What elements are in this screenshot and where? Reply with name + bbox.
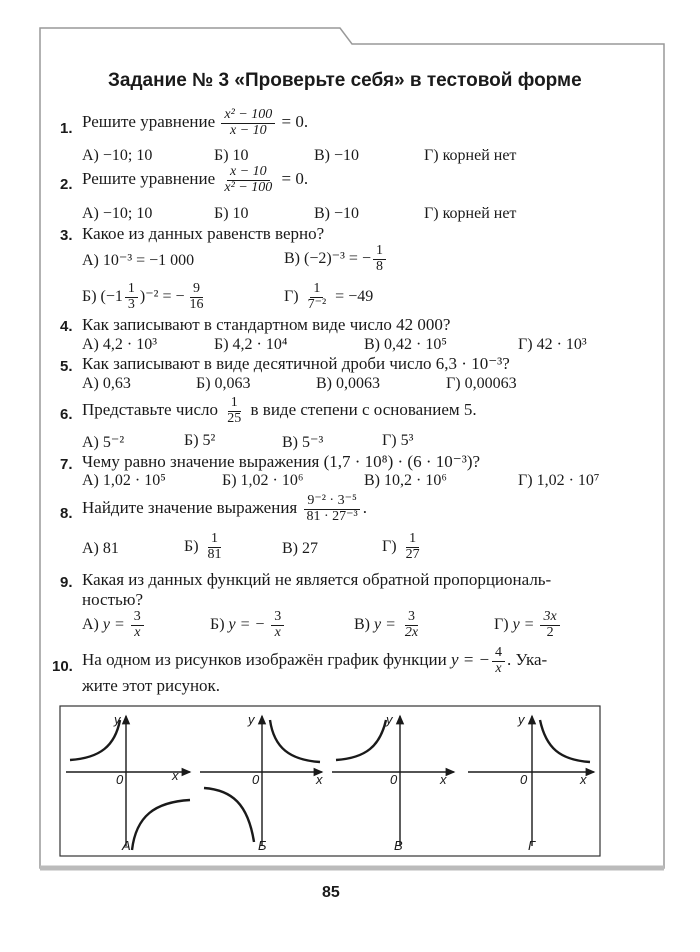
q4-option-a: А) 4,2 · 10³ [82,336,158,353]
q2-option-b: Б) 10 [214,205,249,222]
q5-option-v: В) 0,0063 [316,375,380,392]
q7-option-b: Б) 1,02 · 10⁶ [222,472,304,489]
q3-number: 3. [60,227,73,244]
q3-option-b: Б) (−1 $\frac{1}{3}$ )⁻² = − $\frac{9}{16}$ [82,281,204,312]
q2-option-a: А) −10; 10 [82,205,153,222]
q9-option-b: Б) y = − $\frac{3}{x}$ [210,610,286,640]
q2-number: 2. [60,176,73,193]
q5-number: 5. [60,358,73,375]
q10-number: 10. [52,658,73,675]
q3-text: Какое из данных равенств верно? [82,224,325,243]
graph-g-origin: 0 [520,772,528,787]
q7-text: Чему равно значение выражения (1,7 · 10⁸) · (6 · 10⁻³)? [82,452,481,471]
q1-option-b: Б) 10 [214,147,249,164]
q6-number: 6. [60,406,73,423]
q2-option-g: Г) корней нет [424,205,517,222]
q2-option-v: В) −10 [314,205,360,222]
q5-option-a: А) 0,63 [82,375,131,392]
graph-b-origin: 0 [252,772,260,787]
graph-g-x-label: x [580,772,587,787]
q5-option-g: Г) 0,00063 [446,375,517,392]
graph-a-x-label: x [172,768,179,783]
page-title: Задание № 3 «Проверьте себя» в тестовой форме [108,70,582,91]
graph-a-origin: 0 [116,772,124,787]
graph-v-origin: 0 [390,772,398,787]
q1-option-g: Г) корней нет [424,147,517,164]
graph-v-caption: В [394,838,403,853]
graph-b-caption: Б [258,838,267,853]
page-number: 85 [322,884,340,901]
q1-option-v: В) −10 [314,147,360,164]
graph-g-y-label: y [518,712,525,727]
q7-option-g: Г) 1,02 · 10⁷ [518,472,600,489]
q1-number: 1. [60,120,73,137]
q3-option-v: В) (−2)⁻³ = − $\frac{1}{8}$ [284,244,388,274]
q9-option-a: А) y = $\frac{3}{x}$ [82,610,146,640]
q4-option-v: В) 0,42 · 10⁵ [364,336,447,353]
q9-number: 9. [60,574,73,591]
q8-option-a: А) 81 [82,540,119,557]
q6-option-b: Б) 5² [184,432,216,449]
q6-option-a: А) 5⁻² [82,434,125,451]
q4-option-b: Б) 4,2 · 10⁴ [214,336,288,353]
q9-option-g: Г) y = $\frac{3x}{2}$ [494,610,562,640]
graph-g-caption: Г [528,838,536,853]
q4-number: 4. [60,318,73,335]
q4-option-g: Г) 42 · 10³ [518,336,587,353]
q6-option-g: Г) 5³ [382,432,414,449]
graph-a-caption: А [122,838,131,853]
q1-text: Решите уравнение $\frac{\text{x² − 100}}{x - 10}$ = 0. [82,107,309,138]
q7-number: 7. [60,456,73,473]
q5-option-b: Б) 0,063 [196,375,251,392]
q6-text: Представьте число $\frac{1}{25}$ в виде степени с основанием 5. [82,395,477,426]
q8-text: Найдите значение выражения $\frac{\text{9⁻² · 3⁻⁵}}{\text{81 · 27⁻³}}$ . [82,493,367,524]
q2-text: Решите уравнение $\frac{x - 10}{\text{x² − 100}}$ = 0. [82,164,309,195]
graph-a-y-label: y [114,712,121,727]
graph-v-x-label: x [440,772,447,787]
q5-text: Как записывают в виде десятичной дроби число 6,3 · 10⁻³? [82,354,510,373]
q6-option-v: В) 5⁻³ [282,434,324,451]
q9-text-line2: ностью? [82,590,143,609]
graph-b [200,716,322,846]
graph-b-y-label: y [248,712,255,727]
q9-option-v: В) y = $\frac{3}{2x}$ [354,609,419,640]
q7-option-a: А) 1,02 · 10⁵ [82,472,166,489]
graph-g [468,716,594,846]
q7-option-v: В) 10,2 · 10⁶ [364,472,447,489]
graph-a [66,716,190,850]
graphs-panel [60,706,600,856]
q10-text-line2: жите этот рисунок. [82,676,221,695]
q3-option-a: А) 10⁻³ = −1 000 [82,252,195,269]
q3-option-g: Г) $\frac{1}{\text{7⁻²}}$ = −49 [284,281,374,312]
q1-option-a: А) −10; 10 [82,147,153,164]
graph-b-x-label: x [316,772,323,787]
q4-text: Как записывают в стандартном виде число 42 000? [82,315,451,334]
q10-text-line1: На одном из рисунков изображён график функции y = − $\frac{4}{x}$ . Ука- [82,645,548,676]
q8-option-b: Б) $\frac{1}{81}$ [184,531,222,562]
q9-text-line1: Какая из данных функций не является обратной пропорциональ- [82,570,552,589]
graph-v-y-label: y [386,712,393,727]
q8-option-g: Г) $\frac{1}{27}$ [382,531,420,562]
q8-number: 8. [60,505,73,522]
q8-option-v: В) 27 [282,540,318,557]
